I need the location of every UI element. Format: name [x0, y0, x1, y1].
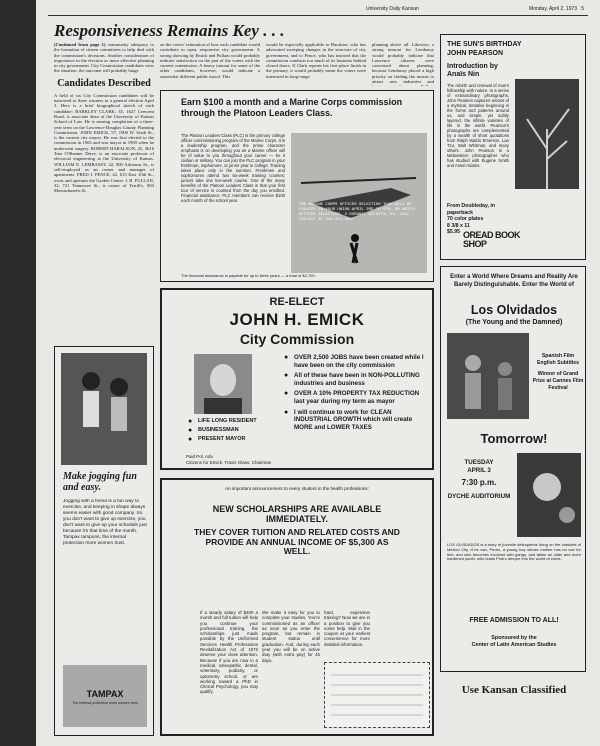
scholarship-subheadline: THEY COVER TUITION AND RELATED COSTS AND PROVIDE AN ANNUAL INCOME OF $5,300 AS WELL.	[194, 527, 400, 556]
scholarship-announcement: An important announcement to every student in the health professions:	[224, 486, 370, 491]
marine-stencil-text: THE MARINE CORPS OFFICER SELECTION TEAM WILL BE LOCATED IN YOUR UNION APRIL 3RD TO 5TH. OR WRITE: OFFICER SELECTION, 2 DURANT, WICHITA, KS. CALL COLLECT AT 316-374-2207	[299, 203, 417, 222]
article-headline: Responsiveness Remains Key . . .	[54, 21, 285, 40]
kansan-classified-ad: Use Kansan Classified	[461, 684, 567, 696]
scholarship-coupon[interactable]	[324, 662, 430, 728]
book-publisher: From Doubleday, in paperback	[447, 203, 496, 216]
street-scene-illustration	[447, 333, 529, 419]
film-still-2	[517, 453, 581, 537]
screening-info	[447, 459, 511, 501]
bookshop-logo: OREAD BOOK SHOP	[463, 230, 521, 249]
scholarship-col-1: If a steady salary of $400 a month and full tuition will help you continue your professional training, the scholarships just made possible by the Uniformed Services Health Professions Revitalization Act of 1972 deserve your close attention. Because if you are now in a medical, osteopathic, dental, veterinary, podiatry, or optometry school, or are working toward a PhD in Clinical Psychology, you may qualify.	[200, 610, 258, 695]
scholarship-col-3: hard, expensive training? Now we are in a position to give you some help. Mail in the coupon at your earliest convenience for more detailed information.	[324, 610, 370, 647]
marine-ad-body: The Platoon Leaders Class (PLC) is the primary college officer commissioning program of the Marine Corps. It is a leadership program, and the prime character emphasis is on developing you as a Marine officer will be of value to you throughout your career — be it civilian or military. You can join the PLC program in your freshman, sophomore, or junior year in college. Training takes place only in the summer. Freshmen and sophomores attend two six-week training courses; juniors take one ten-week course. One of the many benefits of the Platoon Leaders Class is that your first tour of service is counted from the day you enrolled. Financial assistance: PLC members can receive $100 each month of the school year.	[181, 133, 285, 203]
article-column-1: (Continued from page 1) community adequacy to the formation of citizen committees to help deal with the commission's decisions. Another consideration of importance in the election as more effective planning in city government. City Commission candidates view the situation, the outcome will probably hinge Candidates Described A field of six City Commission candidates will be narrowed to three winners in a general election April 3. Here is a brief biographical sketch of each candidate: BARKLEY CLARK, 35, 1627 Crescent Road, is associate dean of the University of Kansas School of Law. He is nearing completion of a three-year term on the Lawrence-Douglas County Planning Commission. JOHN EMICK, 57, 1900 W. Sixth St., is the current city mayor. He was first elected to the commission in 1965 and was mayor in 1969 when he underwent surgery. ROBERT HARALSON, 25, 3616 Tam O'Shanter Drive, is an associate professor of electrical engineering at the University of Kansas. WILLIAM E. LEMBASSY, 42, 900 Arkansas St., is self-employed as an owner and manager of apartments. FRED J. PENCE, 42, 615 East 10th St., owns and operates the Garden Center. J. R. FULLAN, 32, 721 Tennessee St., is owner of Terrill's, 803 Massachusetts St.	[54, 42, 154, 194]
screening-day: TUESDAY	[464, 459, 494, 466]
scholarship-ad	[160, 478, 434, 736]
candidates-subheading: Candidates Described	[57, 77, 151, 89]
tampax-tagline: The internal protection more women trust	[72, 701, 138, 705]
reelect-label: RE-ELECT	[269, 296, 325, 308]
film-sponsor: Sponsored by the Center of Latin American Studies	[471, 635, 557, 648]
tampax-brand: TAMPAX	[86, 689, 124, 699]
jogging-body: Jogging with a friend is a fun way to exercise, and keeping in shape always seems easier with good company. So you don't want to give up exercise, you don't want to give up your schedule just because it's that time of the month. Tampax tampons, the internal protection more women trust.	[63, 499, 147, 546]
screening-time: 7:30 p.m.	[461, 478, 497, 487]
article-column-3: would be especially applicable to Haralson, who has advocated sweeping changes in the structure of city government, and to Pence, who has insisted that the commission conducts too much of its business behind closed doors. If Clark repeats his first-place finish in the primary, it would probably mean the voters were interested in long-range	[266, 42, 366, 79]
qualification-2: ● BUSINESSMAN	[188, 427, 278, 433]
marine-corps-ad	[160, 90, 434, 282]
free-admission: FREE ADMISSION TO ALL!	[469, 617, 559, 624]
publication-name: University Daily Kansan	[366, 6, 419, 12]
tampax-package	[63, 665, 147, 727]
issue-date: Monday, April 2, 1973 5	[529, 6, 584, 12]
marine-ad-headline: Earn $100 a month and a Marine Corps commission through the Platoon Leaders Class.	[181, 97, 403, 118]
joggers-photo	[61, 353, 147, 465]
book-intro: Introduction by Anaïs Nin	[447, 63, 498, 78]
point-1: ● OVER 2,500 JOBS have been created while I have been on the city commission	[284, 354, 430, 369]
header-rule	[48, 15, 588, 16]
film-still-1	[447, 333, 529, 419]
point-2: ● All of these have been in NON-POLLUTING industries and business	[284, 372, 430, 387]
article-column-2: on the voters' estimation of how each candidate would contribute to open, responsive city government. A strong showing by Emick and Pullam would probably indicate satisfaction on the part of the voters with the current commission. A heavy turnout for some of the other candidates, however, would indicate a somewhat different public mood. This	[160, 42, 260, 79]
emick-points	[284, 354, 430, 434]
emick-portrait	[194, 354, 252, 414]
book-price: $5.95	[447, 229, 460, 236]
emick-qualifications	[188, 418, 278, 445]
office-name: City Commission	[239, 331, 355, 347]
tampax-ad	[54, 346, 154, 736]
newspaper-page	[36, 0, 600, 746]
book-description: The rebirth and renewal of man's fellowship with nature. In a series of extraordinary photographs, John Pearson captures visions of a mystical, tentative beginning in the forms and patterns around us, and simple, yet subtly layered, the infinite varieties of life in the world. Pearson's photographs are complemented by a wealth of short quotations from Ralph Waldo Emerson, Lao Tzu, Walt Whitman, and many others. John Pearson is a Midwestern photographer who has studied with Eugene Smith and Ansel Adams.	[447, 83, 509, 168]
joggers-illustration	[61, 353, 147, 465]
film-features: Spanish Film English Subtitles Winner of Grand Prize at Cannes Film Festival	[532, 353, 584, 391]
book-size: 8 3/8 x 11	[447, 222, 470, 229]
los-olvidados-ad	[440, 266, 586, 672]
point-4: ● I will continue to work for CLEAN INDUSTRIAL GROWTH which will create MORE and LOWER TAXES	[284, 409, 430, 432]
jogging-headline: Make jogging fun and easy.	[63, 471, 137, 493]
film-description: LOS OLVIDADOS is a story of juvenile delinquents living on the outskirts of Mexico City. If he can, Pedro, a young boy whose mother has no use for him, and who becomes involved with gangs, and takes an older and more hardened youth, who leads Pedro deeper into the world of crime.	[447, 543, 581, 562]
book-ad	[440, 34, 586, 260]
boy-portrait-illustration	[517, 453, 581, 537]
article-column-4: planning above all. Likewise, a strong turnout for Lembassy would probably indicate that Lawrence citizens were concerned about planning, because Lembassy placed a high priority on finding the means to attract new industries and	[372, 42, 434, 85]
qualification-1: ● LIFE LONG RESIDENT	[188, 418, 278, 424]
book-author: JOHN PEARSON	[447, 50, 504, 57]
screening-date: APRIL 3	[467, 467, 491, 474]
book-title: THE SUN'S BIRTHDAY	[447, 41, 522, 48]
film-title: Los Olvidados	[470, 303, 558, 317]
point-3: ● OVER A 10% PROPERTY TAX REDUCTION last year during my term as mayor	[284, 390, 430, 405]
emick-campaign-ad	[160, 288, 434, 470]
portrait-illustration	[194, 354, 252, 414]
scholarship-col-2: We make it easy for you to complete your studies. You're commissioned as an officer as soon as you enter the program, but remain in student status until graduation. And, during each year you will be on active duty (with extra pay) for 45 days.	[262, 610, 320, 663]
tomorrow-label: Tomorrow!	[480, 431, 548, 446]
film-subtitle: (The Young and the Damned)	[465, 319, 563, 326]
candidate-name: JOHN H. EMICK	[229, 310, 365, 329]
scholarship-headline: NEW SCHOLARSHIPS ARE AVAILABLE IMMEDIATELY.	[212, 504, 382, 524]
coupon-lines	[325, 663, 429, 727]
paid-political-notice: Paid Pol. Adv. Citizens for Emick, Travis Glass, Chairman	[186, 454, 272, 465]
screening-venue: DYCHE AUDITORIUM	[447, 493, 511, 500]
binding-gutter	[0, 0, 36, 746]
marine-ad-legend: The financial assistance is payable for up to three years — a total of $2,700.	[181, 273, 316, 278]
tree-illustration	[515, 79, 579, 189]
film-intro: Enter a World Where Dreams and Reality Are Barely Distinguishable. Enter the World of	[450, 274, 578, 288]
book-plates: 70 color plates	[447, 216, 484, 223]
qualification-3: ● PRESENT MAYOR	[188, 436, 278, 442]
book-cover	[515, 79, 579, 189]
